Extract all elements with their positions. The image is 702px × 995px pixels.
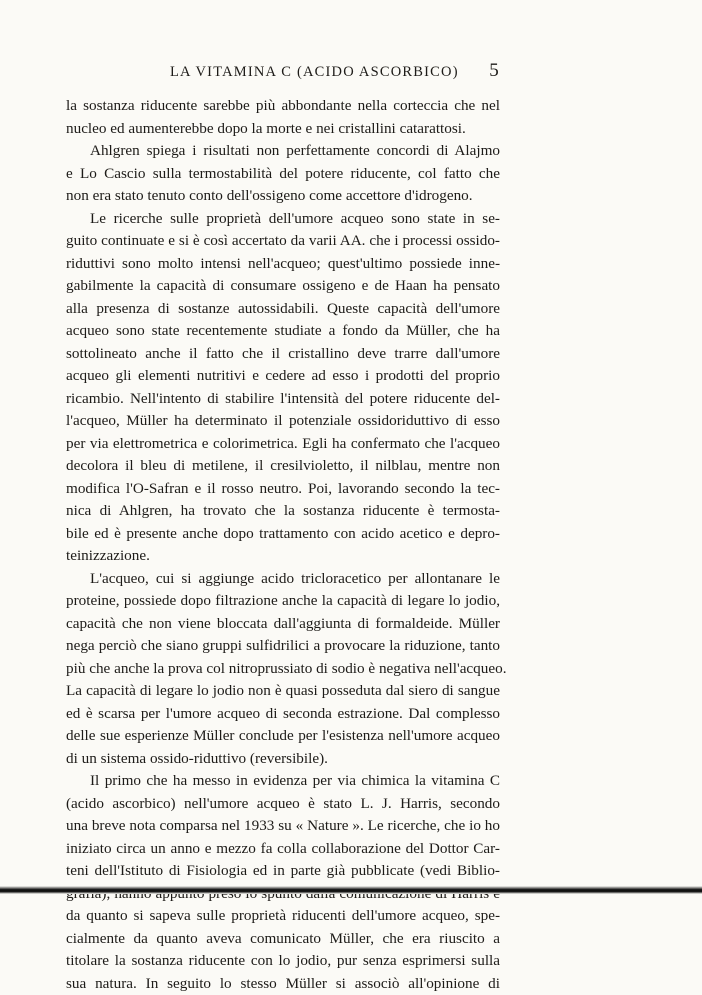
text-line: la sostanza riducente sarebbe più abbondante nella corteccia che nel	[66, 95, 500, 118]
text-line: acqueo gli elementi nutritivi e cedere ad esso i prodotti del proprio	[66, 365, 500, 388]
text-line: non era stato tenuto conto dell'ossigeno come accettore d'idrogeno.	[66, 185, 500, 208]
text-line: Ahlgren spiega i risultati non perfettamente concordi di Alajmo	[66, 140, 500, 163]
text-line: di un sistema ossido-riduttivo (reversibile).	[66, 748, 500, 771]
text-line: teni dell'Istituto di Fisiologia ed in parte già pubblicate (vedi Biblio-	[66, 860, 500, 883]
text-line: L'acqueo, cui si aggiunge acido tricloracetico per allontanare le	[66, 568, 500, 591]
running-title: LA VITAMINA C (ACIDO ASCORBICO)	[170, 64, 459, 81]
text-line: ricambio. Nell'intento di stabilire l'intensità del potere riducente del-	[66, 388, 500, 411]
text-line: acqueo sono state recentemente studiate a fondo da Müller, che ha	[66, 320, 500, 343]
text-line: più che anche la prova col nitroprussiato di sodio è negativa nell'acqueo.	[66, 658, 500, 681]
text-line: decolora il bleu di metilene, il cresilvioletto, il nilblau, mentre non	[66, 455, 500, 478]
text-line: riduttivi sono molto intensi nell'acqueo; quest'ultimo possiede inne-	[66, 253, 500, 276]
text-line: sottolineato anche il fatto che il cristallino deve trarre dall'umore	[66, 343, 500, 366]
text-line: La capacità di legare lo jodio non è quasi posseduta dal siero di sangue	[66, 680, 500, 703]
text-line: una breve nota comparsa nel 1933 su « Nature ». Le ricerche, che io ho	[66, 815, 500, 838]
text-line: ed è scarsa per l'umore acqueo di seconda estrazione. Dal complesso	[66, 703, 500, 726]
running-header	[66, 60, 500, 88]
text-line: nica di Ahlgren, ha trovato che la sostanza riducente è termosta-	[66, 500, 500, 523]
text-line: nucleo ed aumenterebbe dopo la morte e nei cristallini catarattosi.	[66, 118, 500, 141]
text-line: sua natura. In seguito lo stesso Müller si associò all'opinione di	[66, 973, 500, 995]
text-line: l'acqueo, Müller ha determinato il potenziale ossidoriduttivo di esso	[66, 410, 500, 433]
text-line: capacità che non viene bloccata dall'aggiunta di formaldeide. Müller	[66, 613, 500, 636]
scan-bottom-edge	[0, 886, 702, 894]
text-line: alla presenza di sostanze autossidabili. Queste capacità dell'umore	[66, 298, 500, 321]
text-line: (acido ascorbico) nell'umore acqueo è stato L. J. Harris, secondo	[66, 793, 500, 816]
text-line: iniziato circa un anno e mezzo fa colla collaborazione del Dottor Car-	[66, 838, 500, 861]
text-line: modifica l'O-Safran e il rosso neutro. Poi, lavorando secondo la tec-	[66, 478, 500, 501]
text-line: cialmente da quanto aveva comunicato Müller, che era riuscito a	[66, 928, 500, 951]
text-line: da quanto si sapeva sulle proprietà riducenti dell'umore acqueo, spe-	[66, 905, 500, 928]
text-line: nega perciò che siano gruppi sulfidrilici a provocare la riduzione, tanto	[66, 635, 500, 658]
text-line: teinizzazione.	[66, 545, 500, 568]
text-line: titolare la sostanza riducente con lo jodio, pur senza esprimersi sulla	[66, 950, 500, 973]
text-line: e Lo Cascio sulla termostabilità del potere riducente, col fatto che	[66, 163, 500, 186]
text-line: gabilmente la capacità di consumare ossigeno e de Haan ha pensato	[66, 275, 500, 298]
body-text	[66, 95, 500, 995]
text-line: per via elettrometrica e colorimetrica. Egli ha confermato che l'acqueo	[66, 433, 500, 456]
page-number: 5	[489, 60, 500, 82]
text-line: delle sue esperienze Müller conclude per l'esistenza nell'umore acqueo	[66, 725, 500, 748]
text-line: guito continuate e si è così accertato da varii AA. che i processi ossido-	[66, 230, 500, 253]
text-line: proteine, possiede dopo filtrazione anche la capacità di legare lo jodio,	[66, 590, 500, 613]
text-line: Il primo che ha messo in evidenza per via chimica la vitamina C	[66, 770, 500, 793]
text-line: bile ed è presente anche dopo trattamento con acido acetico e depro-	[66, 523, 500, 546]
text-line: Le ricerche sulle proprietà dell'umore acqueo sono state in se-	[66, 208, 500, 231]
